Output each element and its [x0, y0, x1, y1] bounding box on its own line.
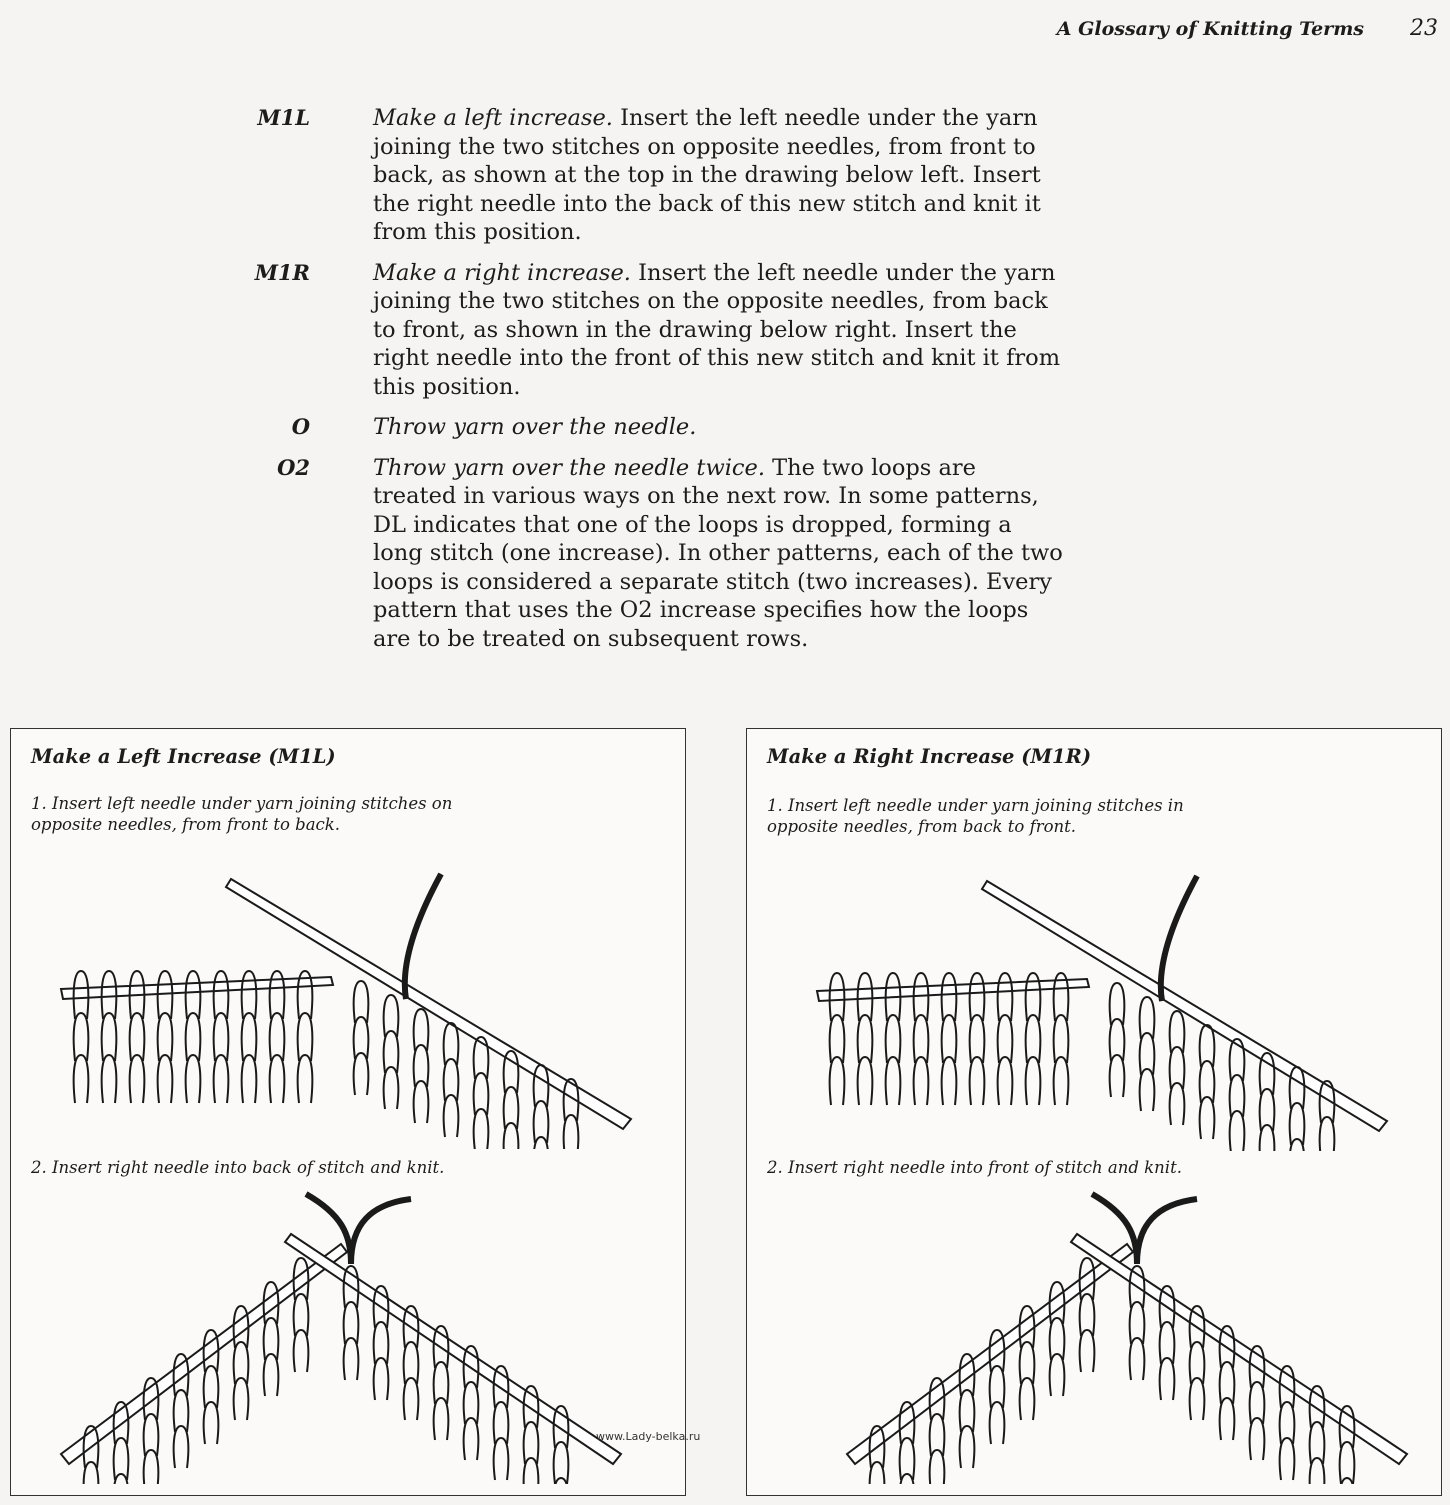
stitch-loop [474, 1109, 489, 1149]
stitch-loop [1160, 1358, 1175, 1400]
stitch-loop [214, 971, 229, 1019]
stitch-loop [102, 1013, 117, 1061]
yarn-strand [1161, 876, 1197, 1001]
stitch-loop [270, 1013, 285, 1061]
stitch-loop [830, 1057, 845, 1105]
knitting-diagram [787, 841, 1407, 1151]
stitch-loop [384, 1067, 399, 1109]
stitch-loop [130, 1013, 145, 1061]
stitch-loop [158, 1055, 173, 1103]
stitch-loop [1026, 1015, 1041, 1063]
stitch-loop [298, 1013, 313, 1061]
stitch-loop [960, 1426, 975, 1468]
stitch-loop [990, 1402, 1005, 1444]
stitch-loop [870, 1462, 885, 1484]
stitch-loop [464, 1418, 479, 1460]
stitch-loop [1280, 1438, 1295, 1480]
definition-body: The two loops are treated in various ways on the next row. In some patterns, DL indicates that one of the loops is dropped, forming a long stitch (one increase). In other patterns, each of the two loops is considered a separate stitch (two increases). Every pattern that uses the O2 increase specifies how the loops are to be treated on subsequent rows. [373, 454, 1063, 652]
stitch-loop [158, 971, 173, 1019]
term-definition [373, 259, 1063, 402]
stitch-loop [1200, 1097, 1215, 1139]
stitch-loop [242, 1055, 257, 1103]
stitch-loop [970, 973, 985, 1021]
stitch-loop [1170, 1083, 1185, 1125]
stitch-loop [414, 1081, 429, 1123]
stitch-loop [404, 1378, 419, 1420]
stitch-loop [830, 1015, 845, 1063]
knitting-diagram [31, 839, 651, 1149]
definition-body: Insert the left needle under the yarn joining the two stitches on opposite needles, from front to back, as shown at the top in the drawing below left. Insert the right needle into the back of this new stitch and knit it from this position. [373, 105, 1041, 245]
stitch-loop [374, 1358, 389, 1400]
step-2-caption: 2. Insert right needle into front of stitch and knit. [767, 1158, 1182, 1177]
stitch-loop [444, 1095, 459, 1137]
stitch-loop [174, 1426, 189, 1468]
glossary-entry-m1l [230, 104, 1070, 247]
stitch-loop [564, 1115, 579, 1149]
stitch-loop [298, 1055, 313, 1103]
stitch-loop [914, 1057, 929, 1105]
stitch-loop [1054, 1057, 1069, 1105]
stitch-loop [186, 1055, 201, 1103]
stitch-loop [534, 1137, 549, 1149]
term-definition [373, 454, 1063, 654]
stitch-loop [1020, 1378, 1035, 1420]
stitch-loop [858, 1057, 873, 1105]
stitch-loop [242, 971, 257, 1019]
step-1-caption: 1. Insert left needle under yarn joining stitches in opposite needles, from back to front. [767, 796, 1184, 836]
definition-lead: Throw yarn over the needle twice. [373, 454, 765, 481]
stitch-loop [186, 971, 201, 1019]
stitch-loop [434, 1398, 449, 1440]
panel-title: Make a Right Increase (M1R) [767, 745, 1092, 768]
step-2-caption: 2. Insert right needle into back of stitch and knit. [31, 1158, 445, 1177]
knitting-illustration-step-1 [31, 839, 651, 1149]
stitch-loop [1080, 1330, 1095, 1372]
definition-lead: Make a left increase. [373, 105, 613, 131]
running-head [900, 16, 1438, 41]
stitch-loop [970, 1015, 985, 1063]
stitch-loop [214, 1055, 229, 1103]
stitch-loop [270, 1055, 285, 1103]
needle-shape [285, 1234, 621, 1464]
stitch-loop [504, 1123, 519, 1149]
stitch-loop [886, 1015, 901, 1063]
stitch-loop [74, 1013, 89, 1061]
stitch-loop [1260, 1125, 1275, 1151]
stitch-loop [900, 1474, 915, 1484]
definition-body: Insert the left needle under the yarn joining the two stitches on the opposite needles, from back to front, as shown in the drawing below right. Insert the right needle into the front of this new stitch and knit it from this position. [373, 259, 1061, 400]
stitch-loop [1340, 1478, 1355, 1484]
stitch-loop [264, 1354, 279, 1396]
stitch-loop [930, 1450, 945, 1484]
stitch-loop [1320, 1117, 1335, 1151]
panel-left-increase [10, 728, 686, 1496]
yarn-strand [405, 874, 441, 999]
stitch-loop [1054, 1015, 1069, 1063]
stitch-loop [1110, 1055, 1125, 1097]
knitting-diagram [51, 1184, 631, 1484]
yarn-strand [1137, 1199, 1197, 1264]
stitch-loop [204, 1402, 219, 1444]
stitch-loop [270, 971, 285, 1019]
definition-lead: Make a right increase. [373, 259, 631, 286]
stitch-loop [858, 1015, 873, 1063]
panel-title: Make a Left Increase (M1L) [31, 745, 336, 768]
stitch-loop [1026, 1057, 1041, 1105]
needle-shape [1071, 1234, 1407, 1464]
page-number: 23 [1410, 16, 1438, 41]
stitch-loop [102, 1055, 117, 1103]
stitch-loop [1130, 1338, 1145, 1380]
stitch-loop [914, 1015, 929, 1063]
stitch-loop [186, 1013, 201, 1061]
stitch-loop [114, 1474, 129, 1484]
stitch-loop [1050, 1354, 1065, 1396]
term-definition [373, 104, 1063, 247]
knitting-illustration-step-1 [787, 841, 1407, 1151]
glossary-entry-o2 [230, 454, 1070, 654]
glossary-entries [230, 104, 1070, 665]
stitch-loop [74, 1055, 89, 1103]
stitch-loop [494, 1438, 509, 1480]
stitch-loop [158, 1013, 173, 1061]
definition-lead: Throw yarn over the needle. [373, 414, 697, 440]
stitch-loop [1220, 1398, 1235, 1440]
stitch-loop [344, 1338, 359, 1380]
stitch-loop [294, 1330, 309, 1372]
stitch-loop [234, 1378, 249, 1420]
stitch-loop [84, 1462, 99, 1484]
stitch-loop [130, 1055, 145, 1103]
knitting-illustration-step-2 [837, 1184, 1417, 1484]
watermark: www.Lady-belka.ru [596, 1430, 701, 1443]
stitch-loop [1190, 1378, 1205, 1420]
stitch-loop [1230, 1111, 1245, 1151]
stitch-loop [970, 1057, 985, 1105]
term-label: M1R [254, 259, 310, 285]
stitch-loop [144, 1450, 159, 1484]
glossary-entry-m1r [230, 259, 1070, 402]
stitch-loop [886, 1057, 901, 1105]
yarn-strand [351, 1199, 411, 1264]
stitch-loop [554, 1478, 569, 1484]
stitch-loop [1140, 1069, 1155, 1111]
stitch-loop [998, 1057, 1013, 1105]
stitch-loop [214, 1013, 229, 1061]
stitch-loop [942, 973, 957, 1021]
step-1-caption: 1. Insert left needle under yarn joining stitches on opposite needles, from front to back. [31, 794, 453, 834]
stitch-loop [354, 1053, 369, 1095]
term-label: O2 [277, 454, 310, 480]
running-title: A Glossary of Knitting Terms [1056, 18, 1364, 40]
stitch-loop [1290, 1139, 1305, 1151]
glossary-entry-o [230, 413, 1070, 442]
stitch-loop [942, 1057, 957, 1105]
stitch-loop [998, 1015, 1013, 1063]
knitting-illustration-step-2 [51, 1184, 631, 1484]
term-label: O [291, 414, 310, 439]
panel-right-increase [746, 728, 1442, 1496]
knitting-diagram [837, 1184, 1417, 1484]
stitch-loop [242, 1013, 257, 1061]
stitch-loop [1250, 1418, 1265, 1460]
stitch-loop [998, 973, 1013, 1021]
stitch-loop [1026, 973, 1041, 1021]
term-label: M1L [257, 105, 310, 130]
stitch-loop [942, 1015, 957, 1063]
stitch-loop [1310, 1458, 1325, 1484]
stitch-loop [914, 973, 929, 1021]
stitch-loop [524, 1458, 539, 1484]
term-definition [373, 413, 1063, 442]
